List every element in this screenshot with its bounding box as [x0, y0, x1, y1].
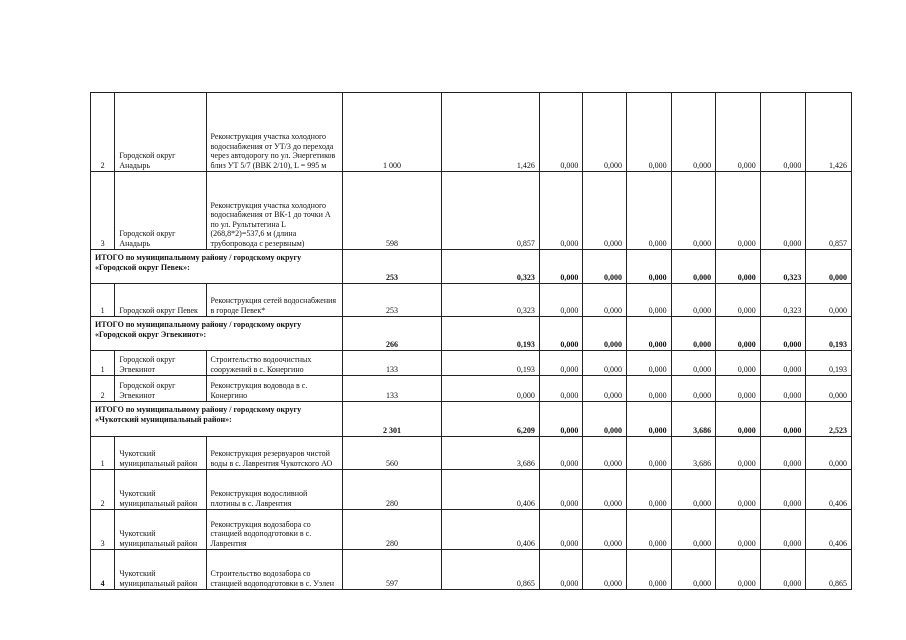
project-cell: Реконструкция резервуаров чистой воды в с. Лаврентия Чукотского АО: [206, 437, 343, 470]
row-number: 4: [91, 550, 115, 590]
value-cell: 0,000: [760, 351, 806, 376]
value-cell: 0,193: [806, 351, 852, 376]
table-row: [91, 510, 852, 550]
value-cell: 0,000: [626, 510, 671, 550]
value-cell: 0,000: [583, 437, 627, 470]
population-cell: 560: [343, 437, 441, 470]
value-cell: 0,000: [671, 284, 716, 317]
value-cell: 0,000: [716, 284, 761, 317]
value-cell: 0,000: [583, 402, 627, 437]
value-cell: 2,523: [806, 402, 852, 437]
project-cell: Реконструкция сетей водоснабжения в городе Певек*: [206, 284, 343, 317]
project-cell: Строительство водозабора со станцией водоподготовки в с. Уэлен: [206, 550, 343, 590]
value-cell: 0,000: [671, 550, 716, 590]
municipality-cell: Городской округ Анадырь: [115, 93, 206, 172]
value-cell: 0,000: [671, 376, 716, 402]
value-cell: 0,000: [806, 376, 852, 402]
value-cell: 0,000: [671, 510, 716, 550]
value-cell: 0,000: [626, 351, 671, 376]
value-cell: 0,000: [716, 437, 761, 470]
value-cell: 0,323: [441, 250, 539, 284]
value-cell: 0,000: [716, 402, 761, 437]
total-row: [91, 250, 852, 284]
value-cell: 0,000: [806, 284, 852, 317]
value-cell: 0,000: [806, 437, 852, 470]
population-cell: 133: [343, 351, 441, 376]
value-cell: 0,000: [583, 317, 627, 351]
value-cell: 0,406: [441, 510, 539, 550]
total-label: ИТОГО по муниципальному району / городскому округу «Городской округ Певек»:: [91, 250, 343, 284]
value-cell: 0,406: [806, 510, 852, 550]
value-cell: 0,193: [441, 317, 539, 351]
population-cell: 598: [343, 172, 441, 250]
value-cell: 3,686: [671, 402, 716, 437]
value-cell: 3,686: [671, 437, 716, 470]
value-cell: 0,000: [539, 284, 583, 317]
value-cell: 0,000: [539, 437, 583, 470]
population-cell: 253: [343, 284, 441, 317]
value-cell: 0,000: [671, 317, 716, 351]
value-cell: 0,000: [671, 250, 716, 284]
value-cell: 0,000: [716, 550, 761, 590]
value-cell: 3,686: [441, 437, 539, 470]
project-cell: Реконструкция участка холодного водоснабжения от УТ/3 до перехода через автодорогу по ул. Энергетиков близ УТ 5/7 (ВВК 2/10), L = 995 м: [206, 93, 343, 172]
value-cell: 1,426: [806, 93, 852, 172]
table-body: [91, 93, 852, 590]
value-cell: 0,000: [583, 93, 627, 172]
value-cell: 0,000: [626, 470, 671, 510]
row-number: 3: [91, 172, 115, 250]
value-cell: 0,857: [806, 172, 852, 250]
value-cell: 0,000: [583, 172, 627, 250]
value-cell: 0,000: [539, 510, 583, 550]
value-cell: 0,000: [539, 470, 583, 510]
municipality-cell: Городской округ Эгвекинот: [115, 351, 206, 376]
value-cell: 0,000: [626, 250, 671, 284]
value-cell: 0,323: [760, 250, 806, 284]
value-cell: 0,000: [760, 437, 806, 470]
table-row: [91, 470, 852, 510]
value-cell: 0,000: [716, 510, 761, 550]
total-label: ИТОГО по муниципальному району / городскому округу «Городской округ Эгвекинот»:: [91, 317, 343, 351]
value-cell: 0,193: [441, 351, 539, 376]
value-cell: 0,000: [716, 172, 761, 250]
total-label: ИТОГО по муниципальному району / городскому округу «Чукотский муниципальный район»:: [91, 402, 343, 437]
value-cell: 0,000: [760, 317, 806, 351]
value-cell: 0,000: [626, 437, 671, 470]
row-number: 1: [91, 351, 115, 376]
value-cell: 0,000: [671, 470, 716, 510]
value-cell: 0,000: [716, 470, 761, 510]
project-cell: Реконструкция участка холодного водоснабжения от ВК-1 до точки А по ул. Рультытегина L (268,8*2)=537,6 м (длина трубопровода с резервным): [206, 172, 343, 250]
value-cell: 0,865: [441, 550, 539, 590]
row-number: 2: [91, 376, 115, 402]
row-number: 1: [91, 284, 115, 317]
value-cell: 0,000: [716, 250, 761, 284]
value-cell: 0,000: [539, 550, 583, 590]
value-cell: 1,426: [441, 93, 539, 172]
project-cell: Строительство водоочистных сооружений в с. Конергино: [206, 351, 343, 376]
value-cell: 0,000: [626, 172, 671, 250]
value-cell: 0,000: [671, 172, 716, 250]
value-cell: 0,000: [671, 351, 716, 376]
value-cell: 0,000: [583, 510, 627, 550]
table-row: [91, 437, 852, 470]
water-supply-table: [90, 92, 852, 590]
value-cell: 0,000: [539, 317, 583, 351]
value-cell: 0,000: [583, 284, 627, 317]
table-row: [91, 351, 852, 376]
value-cell: 0,000: [583, 376, 627, 402]
municipality-cell: Городской округ Эгвекинот: [115, 376, 206, 402]
value-cell: 0,000: [760, 550, 806, 590]
value-cell: 0,000: [626, 284, 671, 317]
value-cell: 0,000: [583, 351, 627, 376]
project-cell: Реконструкция водовода в с. Конергино: [206, 376, 343, 402]
table-row: [91, 172, 852, 250]
value-cell: 0,000: [539, 376, 583, 402]
value-cell: 0,193: [806, 317, 852, 351]
table-row: [91, 93, 852, 172]
population-cell: 266: [343, 317, 441, 351]
table-row: [91, 550, 852, 590]
municipality-cell: Чукотский муниципальный район: [115, 470, 206, 510]
municipality-cell: Городской округ Анадырь: [115, 172, 206, 250]
value-cell: 6,209: [441, 402, 539, 437]
municipality-cell: Чукотский муниципальный район: [115, 510, 206, 550]
value-cell: 0,000: [760, 172, 806, 250]
population-cell: 253: [343, 250, 441, 284]
value-cell: 0,000: [539, 351, 583, 376]
total-row: [91, 402, 852, 437]
population-cell: 280: [343, 510, 441, 550]
municipality-cell: Чукотский муниципальный район: [115, 550, 206, 590]
value-cell: 0,000: [441, 376, 539, 402]
row-number: 1: [91, 437, 115, 470]
value-cell: 0,000: [539, 250, 583, 284]
value-cell: 0,000: [626, 93, 671, 172]
value-cell: 0,865: [806, 550, 852, 590]
value-cell: 0,406: [441, 470, 539, 510]
row-number: 3: [91, 510, 115, 550]
value-cell: 0,000: [716, 317, 761, 351]
value-cell: 0,000: [806, 250, 852, 284]
population-cell: 597: [343, 550, 441, 590]
table-row: [91, 376, 852, 402]
value-cell: 0,000: [539, 93, 583, 172]
value-cell: 0,000: [626, 317, 671, 351]
value-cell: 0,000: [760, 376, 806, 402]
value-cell: 0,000: [716, 376, 761, 402]
value-cell: 0,406: [806, 470, 852, 510]
population-cell: 133: [343, 376, 441, 402]
value-cell: 0,000: [671, 93, 716, 172]
total-row: [91, 317, 852, 351]
value-cell: 0,000: [583, 550, 627, 590]
value-cell: 0,000: [583, 470, 627, 510]
value-cell: 0,000: [760, 470, 806, 510]
value-cell: 0,000: [716, 351, 761, 376]
value-cell: 0,857: [441, 172, 539, 250]
value-cell: 0,000: [539, 402, 583, 437]
value-cell: 0,000: [760, 402, 806, 437]
municipality-cell: Чукотский муниципальный район: [115, 437, 206, 470]
population-cell: 1 000: [343, 93, 441, 172]
value-cell: 0,323: [441, 284, 539, 317]
project-cell: Реконструкция водосливной плотины в с. Лаврентия: [206, 470, 343, 510]
value-cell: 0,000: [626, 402, 671, 437]
value-cell: 0,000: [583, 250, 627, 284]
row-number: 2: [91, 470, 115, 510]
value-cell: 0,323: [760, 284, 806, 317]
row-number: 2: [91, 93, 115, 172]
value-cell: 0,000: [760, 510, 806, 550]
value-cell: 0,000: [760, 93, 806, 172]
population-cell: 2 301: [343, 402, 441, 437]
project-cell: Реконструкция водозабора со станцией водоподготовки в с. Лаврентия: [206, 510, 343, 550]
population-cell: 280: [343, 470, 441, 510]
value-cell: 0,000: [626, 376, 671, 402]
value-cell: 0,000: [539, 172, 583, 250]
value-cell: 0,000: [626, 550, 671, 590]
value-cell: 0,000: [716, 93, 761, 172]
table-row: [91, 284, 852, 317]
municipality-cell: Городской округ Певек: [115, 284, 206, 317]
